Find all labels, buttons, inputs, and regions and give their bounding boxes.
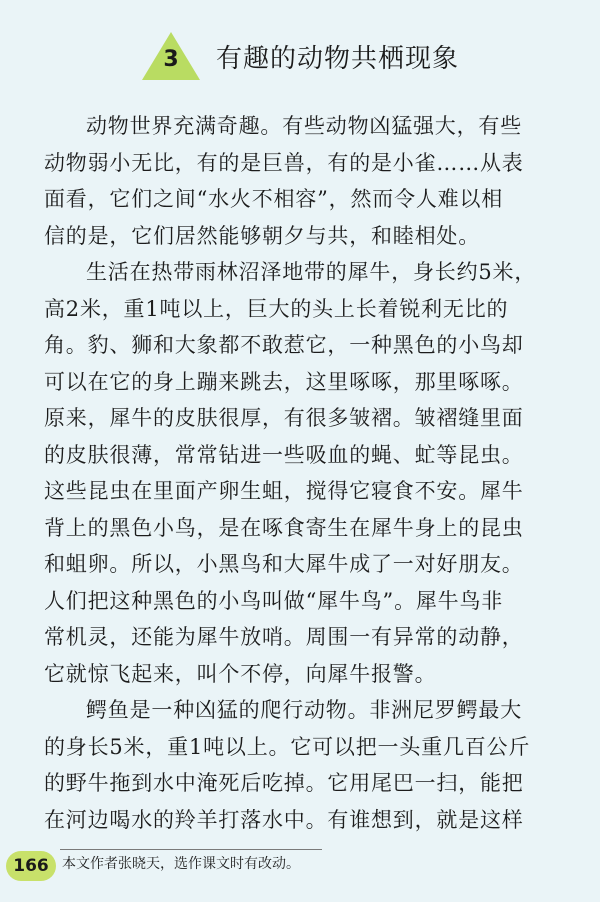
footnote-divider: [60, 849, 322, 850]
text-line: 可以在它的身上蹦来跳去，这里啄啄，那里啄啄。: [44, 369, 524, 394]
page-number: 166: [6, 851, 56, 881]
text-line: 动物弱小无比，有的是巨兽，有的是小雀……从表: [44, 150, 524, 175]
text-line: 动物世界充满奇趣。有些动物凶猛强大，有些: [86, 114, 522, 138]
lesson-number-badge: [140, 30, 202, 82]
text-line: 这些昆虫在里面产卵生蛆，搅得它寝食不安。犀牛: [44, 479, 524, 503]
lesson-title: 有趣的动物共栖现象: [216, 43, 460, 74]
text-line: 原来，犀牛的皮肤很厚，有很多皱褶。皱褶缝里面: [44, 406, 524, 430]
footnote: 本文作者张晓天，选作课文时有改动。: [62, 856, 300, 872]
text-line: 和蛆卵。所以，小黑鸟和大犀牛成了一对好朋友。: [44, 552, 524, 576]
text-line: 背上的黑色小鸟，是在啄食寄生在犀牛身上的昆虫: [44, 515, 524, 540]
text-line: 常机灵，还能为犀牛放哨。周围一有异常的动静，: [44, 625, 524, 649]
text-line: 人们把这种黑色的小鸟叫做“犀牛鸟”。犀牛鸟非: [44, 588, 504, 613]
text-line: 角。豹、狮和大象都不敢惹它，一种黑色的小鸟却: [44, 333, 524, 357]
lesson-header: [140, 28, 459, 84]
text-line: 的身长5米，重1吨以上。它可以把一头重几百公斤: [44, 734, 531, 759]
text-line: 面看，它们之间“水火不相容”，然而令人难以相: [44, 187, 504, 211]
text-line: 生活在热带雨林沼泽地带的犀牛，身长约5米，: [86, 260, 537, 284]
text-line: 的野牛拖到水中淹死后吃掉。它用尾巴一扫，能把: [44, 771, 524, 795]
text-line: 在河边喝水的羚羊打落水中。有谁想到，就是这样: [44, 807, 524, 832]
lesson-number: 3: [163, 47, 179, 72]
text-line: 的皮肤很薄，常常钻进一些吸血的蝇、虻等昆虫。: [44, 442, 524, 467]
text-line: 它就惊飞起来，叫个不停，向犀牛报警。: [44, 661, 437, 686]
body-text: [44, 108, 572, 838]
text-line: 鳄鱼是一种凶猛的爬行动物。非洲尼罗鳄最大: [86, 698, 522, 722]
text-line: 信的是，它们居然能够朝夕与共，和睦相处。: [44, 223, 480, 248]
text-line: 高2米，重1吨以上，巨大的头上长着锐利无比的: [44, 296, 509, 321]
